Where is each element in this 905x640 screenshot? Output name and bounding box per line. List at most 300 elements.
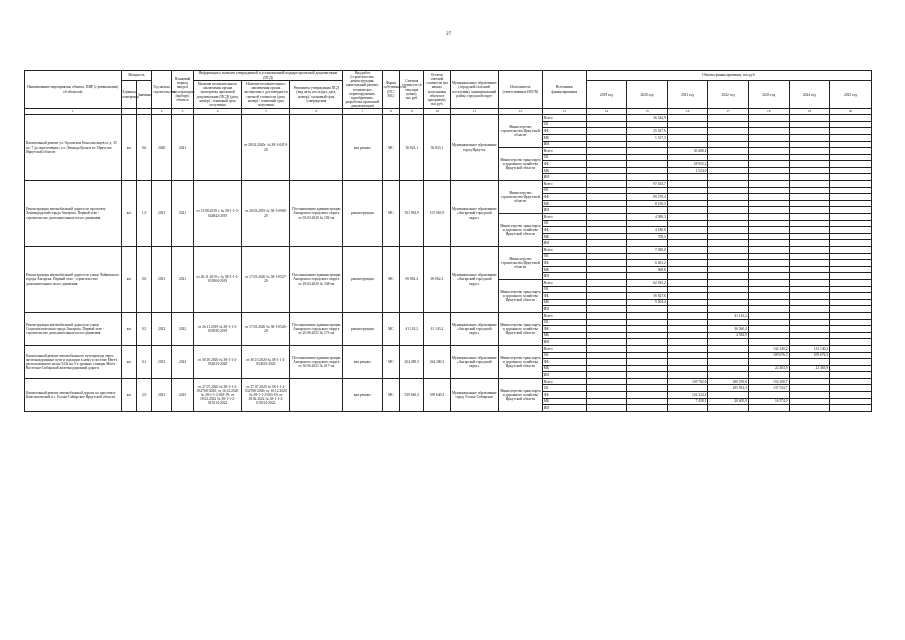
funding-value (667, 227, 708, 234)
funding-value (708, 154, 749, 161)
funding-value (708, 167, 749, 174)
funding-value (789, 128, 830, 135)
project-remaining: 41 143,2 (424, 312, 450, 345)
funding-source: ИИ (542, 207, 586, 214)
hdr-year: 2024 год (789, 81, 830, 109)
funding-value (748, 121, 789, 128)
funding-value (789, 372, 830, 379)
funding-value: 1 524,0 (667, 167, 708, 174)
project-unit: км (121, 345, 136, 378)
col-number: 17 (708, 109, 749, 115)
funding-value (830, 286, 872, 293)
funding-value (667, 233, 708, 240)
hdr-municipal: Муниципальное образование (городской/сельский поселения), муниципальный район, городской округ (450, 71, 498, 109)
funding-value (830, 352, 872, 359)
project-cost: 36 823,1 (400, 115, 424, 181)
hdr-approval: Реквизиты утверждения ПСД (вид акта, кто издал, дата, номер) / плановый срок утверждения (290, 81, 343, 109)
project-conclusion: от 27.07.2020 № 38-1-1-2-032768-2020; от 16.12.2020 № 38-1-1-2-063-19; от 18.02.2022 № 38-1-1-2-010314-2022 (193, 378, 241, 411)
funding-value (789, 339, 830, 346)
funding-source: ФБ (542, 260, 586, 267)
funding-value (667, 260, 708, 267)
hdr-year: 2022 год (708, 81, 749, 109)
funding-value (586, 260, 627, 267)
funding-value (748, 293, 789, 300)
funding-value (667, 253, 708, 260)
project-municipal: Муниципальное образование «Ангарский городской округ» (450, 247, 498, 313)
project-name: Капитальный ремонт ул. Орловских Комсомольцев от д. 35 по. 7 до пересечения с ул. Леонида Кулаги в г. Иркутске Иркутской области (25, 115, 122, 181)
funding-value (830, 293, 872, 300)
funding-source: Всего (542, 345, 586, 352)
funding-value (667, 240, 708, 247)
project-work-type: кап.ремонт (343, 345, 382, 378)
funding-source: МБ (542, 167, 586, 174)
funding-value (586, 299, 627, 306)
funding-value (708, 161, 749, 168)
funding-value (789, 392, 830, 399)
funding-value (627, 174, 668, 181)
funding-value (748, 299, 789, 306)
funding-value (667, 332, 708, 339)
funding-value (586, 128, 627, 135)
funding-source: МБ (542, 332, 586, 339)
funding-source: МБ (542, 398, 586, 405)
funding-value: 4 582,9 (708, 332, 749, 339)
funding-value (789, 240, 830, 247)
funding-value (830, 167, 872, 174)
funding-value: 142 324,4 (667, 392, 708, 399)
funding-value (789, 174, 830, 181)
funding-source: ОБ (542, 385, 586, 392)
funding-value (830, 141, 872, 148)
project-cost: 559 640,3 (400, 378, 424, 411)
project-municipal: Муниципальное образование «Ангарский городской округ» (450, 181, 498, 247)
funding-value (830, 378, 872, 385)
funding-value (748, 187, 789, 194)
funding-value (748, 247, 789, 254)
funding-value (830, 154, 872, 161)
funding-source: ФБ (542, 227, 586, 234)
funding-value (667, 115, 708, 122)
funding-value (789, 207, 830, 214)
project-year-end: 2023 (172, 378, 194, 411)
funding-value (708, 352, 749, 359)
project-conclusion2: от 30.10.2020 № 38-1-1-2-054033-2020 (242, 345, 290, 378)
funding-value (789, 405, 830, 412)
hdr-year-end: Плановый период ввода в эксплуатацию (выбору) объекта (172, 71, 194, 109)
funding-value (748, 227, 789, 234)
project-unit: км (121, 115, 136, 181)
funding-value: 97 434,7 (627, 181, 668, 188)
col-number: 16 (667, 109, 708, 115)
project-cost: 101 963,9 (400, 181, 424, 247)
funding-value (830, 332, 872, 339)
funding-value (667, 141, 708, 148)
funding-value: 132 140,2 (789, 345, 830, 352)
funding-value: 16 574,0 (748, 398, 789, 405)
funding-value (667, 345, 708, 352)
project-name: Реконструкция автомобильной дороги по улице Социалистическая города Ангарска. Первый этап - строительство дополнительных полос движения (25, 312, 122, 345)
funding-value (667, 326, 708, 333)
hdr-form: Форма собственности (ОС/ МС) (382, 71, 400, 109)
funding-value (789, 326, 830, 333)
funding-value (627, 154, 668, 161)
table-row (25, 181, 872, 188)
funding-value (667, 128, 708, 135)
funding-value (789, 148, 830, 155)
funding-value (667, 181, 708, 188)
funding-value (789, 161, 830, 168)
executor-name: Министерство транспорта и дорожного хозяйства Иркутской области (498, 378, 542, 411)
funding-source: ОБ (542, 220, 586, 227)
funding-value (586, 154, 627, 161)
project-value: 1,5 (136, 181, 151, 247)
funding-value (708, 247, 749, 254)
funding-value (748, 332, 789, 339)
funding-value (708, 339, 749, 346)
funding-value (586, 253, 627, 260)
project-conclusion2: от 17.03.2020 № 38-1-0526-20 (242, 312, 290, 345)
hdr-source: Источники финансирования (542, 71, 586, 109)
project-year-end: 2021 (172, 181, 194, 247)
col-number: 2 (152, 109, 172, 115)
funding-value (586, 148, 627, 155)
funding-value: 8 156,3 (627, 200, 668, 207)
funding-value (789, 332, 830, 339)
project-conclusion: от 30.10.2020 № 38-1-1-2-054033-2020 (193, 345, 241, 378)
funding-value (748, 167, 789, 174)
funding-value (830, 392, 872, 399)
funding-value (708, 293, 749, 300)
funding-value (667, 352, 708, 359)
funding-value (708, 121, 749, 128)
funding-value (667, 266, 708, 273)
col-number: 18 (748, 109, 789, 115)
funding-value (830, 319, 872, 326)
funding-source: ИИ (542, 273, 586, 280)
funding-value (830, 220, 872, 227)
funding-value (667, 365, 708, 372)
hdr-conclusion2: Наличие положительного заключения органа экспертизы о достоверности сметной стоимости (дата, номер) / плановый срок получения (242, 81, 290, 109)
funding-source: Всего (542, 181, 586, 188)
project-conclusion: от 26.11.2019 № 38-1-1-3-033945-2019 (193, 312, 241, 345)
project-conclusion (193, 115, 241, 181)
funding-value (708, 306, 749, 313)
funding-value (789, 187, 830, 194)
funding-source: ИИ (542, 339, 586, 346)
project-year-end: 2021 (172, 247, 194, 313)
investment-objects-table (24, 70, 872, 412)
funding-value (667, 319, 708, 326)
project-approval: Постановление администрации Ангарского городского округа от 30.06.2021 № 617-па (290, 345, 343, 378)
funding-value (748, 161, 789, 168)
funding-value (748, 134, 789, 141)
funding-source: ФБ (542, 359, 586, 366)
funding-value (830, 161, 872, 168)
funding-value (789, 233, 830, 240)
funding-value (708, 266, 749, 273)
funding-source: ОБ (542, 253, 586, 260)
funding-value (708, 319, 749, 326)
funding-source: МБ (542, 299, 586, 306)
funding-source: ОБ (542, 154, 586, 161)
funding-value (789, 121, 830, 128)
funding-value (830, 266, 872, 273)
project-value: 0,5 (136, 312, 151, 345)
project-form: МС (382, 378, 400, 411)
funding-value (830, 372, 872, 379)
funding-value (667, 134, 708, 141)
funding-value (586, 286, 627, 293)
funding-value (748, 194, 789, 201)
funding-value (830, 385, 872, 392)
funding-value (627, 345, 668, 352)
funding-value (627, 365, 668, 372)
funding-value (586, 194, 627, 201)
funding-value (667, 306, 708, 313)
funding-value (830, 260, 872, 267)
col-number: 4 (193, 109, 241, 115)
project-cost: 264 280,3 (400, 345, 424, 378)
project-name: Реконструкция автомобильной дороги по улице Чайковского города Ангарска. Первый этап - строительство дополнительных полос движения (25, 247, 122, 313)
funding-value (667, 339, 708, 346)
funding-value (667, 385, 708, 392)
col-number: 3 (172, 109, 194, 115)
funding-value (708, 174, 749, 181)
funding-value (667, 359, 708, 366)
funding-value (586, 167, 627, 174)
funding-value (789, 312, 830, 319)
funding-value (667, 154, 708, 161)
funding-value (667, 299, 708, 306)
funding-value (789, 200, 830, 207)
funding-value (748, 312, 789, 319)
funding-value (586, 187, 627, 194)
funding-value (708, 220, 749, 227)
funding-value (627, 359, 668, 366)
funding-value (667, 286, 708, 293)
hdr-year: 2025 год (830, 81, 872, 109)
funding-value (586, 227, 627, 234)
funding-value (667, 247, 708, 254)
funding-value (627, 372, 668, 379)
hdr-unit: Единица измерения (121, 81, 136, 109)
funding-value: 4 589,3 (627, 214, 668, 221)
funding-value (789, 115, 830, 122)
funding-value (708, 233, 749, 240)
funding-source: Всего (542, 378, 586, 385)
funding-value: 109 676,3 (789, 352, 830, 359)
funding-value (830, 174, 872, 181)
funding-value (586, 385, 627, 392)
executor-name: Министерство строительства Иркутской области (498, 181, 542, 214)
table-row (25, 312, 872, 319)
funding-value: 22 463,9 (748, 365, 789, 372)
funding-value: 137 554,7 (748, 385, 789, 392)
funding-value (708, 128, 749, 135)
project-unit: км (121, 247, 136, 313)
funding-value (708, 279, 749, 286)
funding-value: 25 027,6 (627, 128, 668, 135)
funding-value (830, 227, 872, 234)
funding-value (830, 207, 872, 214)
project-value: 0,6 (136, 115, 151, 181)
funding-value (830, 253, 872, 260)
funding-value: 56 827,8 (627, 293, 668, 300)
funding-source: Всего (542, 312, 586, 319)
funding-value (830, 279, 872, 286)
funding-source: ИИ (542, 372, 586, 379)
funding-value (708, 372, 749, 379)
funding-value (830, 128, 872, 135)
funding-value (708, 405, 749, 412)
table-row (25, 247, 872, 254)
funding-value (708, 359, 749, 366)
funding-value (789, 194, 830, 201)
funding-value (830, 240, 872, 247)
funding-value: 185 952,3 (708, 385, 749, 392)
col-number: 10 (424, 109, 450, 115)
project-municipal: Муниципальное образование «Ангарский городской округ» (450, 345, 498, 378)
funding-source: ФБ (542, 161, 586, 168)
funding-value (748, 214, 789, 221)
hdr-year: 2020 год (627, 81, 668, 109)
funding-value (748, 154, 789, 161)
funding-value (830, 365, 872, 372)
project-year-start: 2020 (152, 115, 172, 181)
funding-value (667, 194, 708, 201)
funding-value (748, 128, 789, 135)
project-unit: км (121, 378, 136, 411)
project-value: 2,9 (136, 378, 151, 411)
project-year-start: 2021 (152, 247, 172, 313)
funding-value (748, 372, 789, 379)
funding-value: 286 559,0 (708, 378, 749, 385)
funding-value (586, 392, 627, 399)
funding-value (667, 372, 708, 379)
funding-source: Всего (542, 115, 586, 122)
funding-value (586, 326, 627, 333)
funding-source: МБ (542, 365, 586, 372)
table-row (25, 378, 872, 385)
funding-value (708, 187, 749, 194)
funding-source: ОБ (542, 319, 586, 326)
funding-value (789, 306, 830, 313)
project-conclusion2: от 17.03.2020 № 38-1-0527-20 (242, 247, 290, 313)
funding-value (627, 378, 668, 385)
project-conclusion2: от 28.02.2020г. № 38-1-0419-20 (242, 115, 290, 181)
funding-value (708, 286, 749, 293)
funding-value: 7 458,1 (667, 398, 708, 405)
funding-value: 41 143,2 (708, 312, 749, 319)
funding-value (789, 253, 830, 260)
funding-value (830, 306, 872, 313)
funding-value (748, 115, 789, 122)
funding-value (708, 227, 749, 234)
project-cost: 69 062,2 (400, 247, 424, 313)
funding-value (586, 220, 627, 227)
funding-value (627, 161, 668, 168)
funding-value (708, 260, 749, 267)
executor-name: Министерство строительства Иркутской области (498, 115, 542, 148)
funding-value (748, 273, 789, 280)
funding-source: ФБ (542, 128, 586, 135)
funding-value (708, 214, 749, 221)
funding-source: ФБ (542, 392, 586, 399)
project-municipal: Муниципальное образование город Усолье-Сибирское (450, 378, 498, 411)
funding-value (586, 359, 627, 366)
executor-name: Министерство транспорта и дорожного хозяйства Иркутской области (498, 312, 542, 345)
funding-value (748, 339, 789, 346)
funding-value: 28 955,2 (667, 161, 708, 168)
funding-value (586, 161, 627, 168)
funding-value (748, 240, 789, 247)
funding-value (789, 359, 830, 366)
funding-value (789, 279, 830, 286)
project-remaining: 69 062,2 (424, 247, 450, 313)
funding-value (708, 194, 749, 201)
funding-value (627, 187, 668, 194)
funding-value (789, 227, 830, 234)
funding-value: 30 480,2 (667, 148, 708, 155)
funding-value (627, 385, 668, 392)
hdr-docs-info: Информация о наличии утвержденной и установленной порядке проектной документации (ПСД) (193, 71, 342, 81)
funding-source: ИИ (542, 405, 586, 412)
funding-value (830, 181, 872, 188)
project-approval: Постановление администрации Ангарского городского округа от 29.04.2020 № 338-па (290, 247, 343, 313)
executor-name: Министерство транспорта и дорожного хозяйства Иркутской области (498, 279, 542, 312)
hdr-year: 2021 год (667, 81, 708, 109)
hdr-cost: Сметная стоимость (в текущих ценах), тыс.руб. (400, 71, 424, 109)
funding-value (830, 148, 872, 155)
funding-value (586, 200, 627, 207)
funding-value (586, 312, 627, 319)
funding-value (586, 174, 627, 181)
funding-value (708, 148, 749, 155)
funding-value (708, 345, 749, 352)
funding-value (830, 299, 872, 306)
project-form: МС (382, 181, 400, 247)
col-number: 8 (382, 109, 400, 115)
funding-value (748, 286, 789, 293)
funding-value (708, 365, 749, 372)
project-year-start: 2022 (152, 312, 172, 345)
funding-source: ОБ (542, 286, 586, 293)
col-number: 14 (586, 109, 627, 115)
funding-value (748, 266, 789, 273)
col-number: 5 (242, 109, 290, 115)
funding-value (748, 392, 789, 399)
funding-value (667, 405, 708, 412)
funding-value (627, 240, 668, 247)
hdr-power: Мощность (121, 71, 152, 81)
funding-value (708, 273, 749, 280)
project-conclusion: от 15.08.2019 г. № 38-1-1-3-024842-2019 (193, 181, 241, 247)
col-number: 1 (25, 109, 122, 115)
funding-value: 22 463,9 (789, 365, 830, 372)
funding-value (586, 378, 627, 385)
col-number: 20 (830, 109, 872, 115)
funding-value (627, 286, 668, 293)
funding-value: 149 782,6 (667, 378, 708, 385)
funding-value (586, 233, 627, 240)
funding-value (789, 286, 830, 293)
funding-value: 568,8 (627, 266, 668, 273)
funding-value (586, 273, 627, 280)
funding-value (789, 266, 830, 273)
funding-value (667, 187, 708, 194)
project-work-type: кап.ремонт (343, 378, 382, 411)
funding-value (748, 207, 789, 214)
